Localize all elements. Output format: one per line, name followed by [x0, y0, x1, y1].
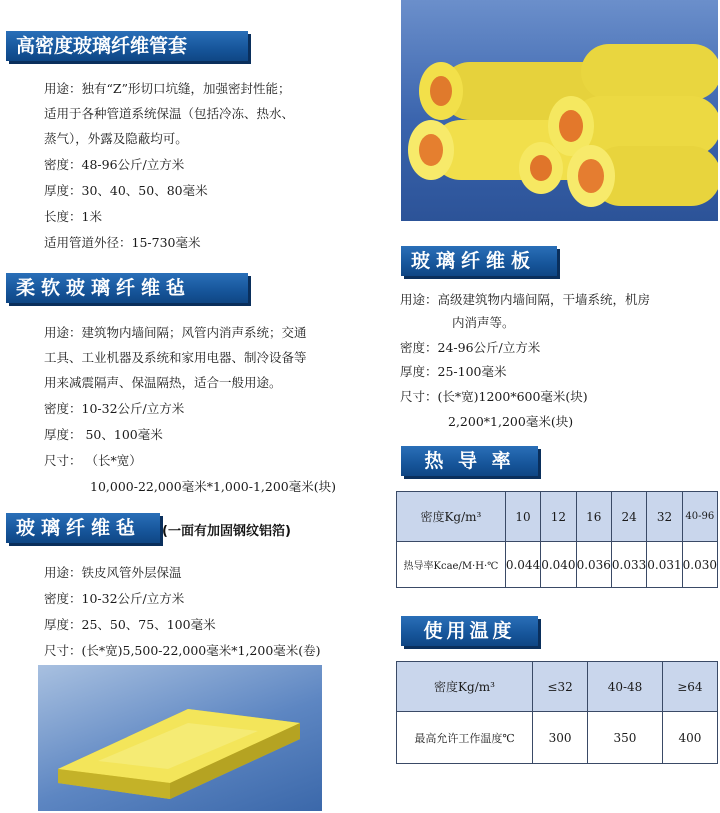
conductivity-density-16: 16	[576, 492, 611, 542]
conductivity-density-10: 10	[505, 492, 540, 542]
temperature-header-label: 密度Kg/m³	[397, 662, 533, 712]
temperature-value-row	[397, 712, 718, 764]
temperature-density-40-48: 40-48	[588, 662, 663, 712]
pipe-line-2: 适用于各种管道系统保温（包括冷冻、热水、	[44, 106, 295, 121]
board-line-1: 用途：高级建筑物内墙间隔，干墙系统，机房	[400, 292, 651, 307]
pipe-density: 密度：48-96公斤/立方米	[44, 157, 185, 172]
conductivity-value-24: 0.033	[611, 542, 646, 588]
conductivity-header-row	[397, 492, 718, 542]
conductivity-value-12: 0.040	[541, 542, 576, 588]
temperature-section-title: 使用温度	[401, 616, 538, 646]
soft-felt-thickness: 厚度： 50、100毫米	[44, 427, 163, 442]
soft-felt-size-value: 10,000-22,000毫米*1,000-1,200毫米(块)	[90, 479, 336, 494]
conductivity-value-16: 0.036	[576, 542, 611, 588]
temperature-value-ge64: 400	[662, 712, 717, 764]
soft-felt-line-1: 用途：建筑物内墙间隔；风管内消声系统；交通	[44, 325, 307, 340]
pipe-line-1: 用途：独有“Z”形切口坑缝，加强密封性能；	[44, 81, 291, 96]
felt-usage: 用途：铁皮风管外层保温	[44, 565, 182, 580]
pipe-line-3: 蒸气），外露及隐蔽均可。	[44, 131, 188, 146]
felt-size: 尺寸：(长*宽)5,500-22,000毫米*1,200毫米(卷)	[44, 643, 321, 658]
conductivity-density-40-96: 40-96	[682, 492, 717, 542]
temperature-density-ge64: ≥64	[662, 662, 717, 712]
conductivity-density-32: 32	[647, 492, 682, 542]
soft-felt-section-title: 柔软玻璃纤维毡	[6, 273, 248, 303]
soft-felt-size: 尺寸： （长*宽）	[44, 453, 142, 468]
pipe-product-photo	[401, 0, 718, 221]
pipe-diameter: 适用管道外径：15-730毫米	[44, 235, 201, 250]
conductivity-value-32: 0.031	[647, 542, 682, 588]
felt-thickness: 厚度：25、50、75、100毫米	[44, 617, 216, 632]
board-size: 尺寸：(长*宽)1200*600毫米(块)	[400, 389, 588, 404]
temperature-value-le32: 300	[533, 712, 588, 764]
soft-felt-line-2: 工具、工业机器及系统和家用电器、制冷设备等	[44, 350, 307, 365]
felt-section-subtitle: (一面有加固钢纹铝箔)	[162, 524, 291, 539]
pipe-thickness: 厚度：30、40、50、80毫米	[44, 183, 208, 198]
conductivity-value-row	[397, 542, 718, 588]
board-size-value: 2,200*1,200毫米(块)	[448, 414, 574, 429]
soft-felt-line-3: 用来减震隔声、保温隔热，适合一般用途。	[44, 375, 282, 390]
soft-felt-density: 密度：10-32公斤/立方米	[44, 401, 185, 416]
temperature-density-le32: ≤32	[533, 662, 588, 712]
conductivity-table	[396, 491, 718, 588]
pipe-section-title: 高密度玻璃纤维管套	[6, 31, 248, 61]
conductivity-row-label: 热导率Kcae/M·H·℃	[397, 542, 506, 588]
temperature-header-row	[397, 662, 718, 712]
board-density: 密度：24-96公斤/立方米	[400, 340, 541, 355]
board-line-2: 内消声等。	[452, 315, 515, 330]
conductivity-density-24: 24	[611, 492, 646, 542]
conductivity-density-12: 12	[541, 492, 576, 542]
felt-product-photo	[38, 665, 322, 811]
temperature-value-40-48: 350	[588, 712, 663, 764]
temperature-table	[396, 661, 718, 764]
conductivity-section-title: 热 导 率	[401, 446, 538, 476]
board-thickness: 厚度：25-100毫米	[400, 364, 507, 379]
conductivity-header-label: 密度Kg/m³	[397, 492, 506, 542]
pipe-length: 长度：1米	[44, 209, 102, 224]
temperature-row-label: 最高允许工作温度℃	[397, 712, 533, 764]
felt-density: 密度：10-32公斤/立方米	[44, 591, 185, 606]
conductivity-value-10: 0.044	[505, 542, 540, 588]
conductivity-value-40-96: 0.030	[682, 542, 717, 588]
felt-section-title: 玻璃纤维毡	[6, 513, 160, 543]
board-section-title: 玻璃纤维板	[401, 246, 557, 276]
